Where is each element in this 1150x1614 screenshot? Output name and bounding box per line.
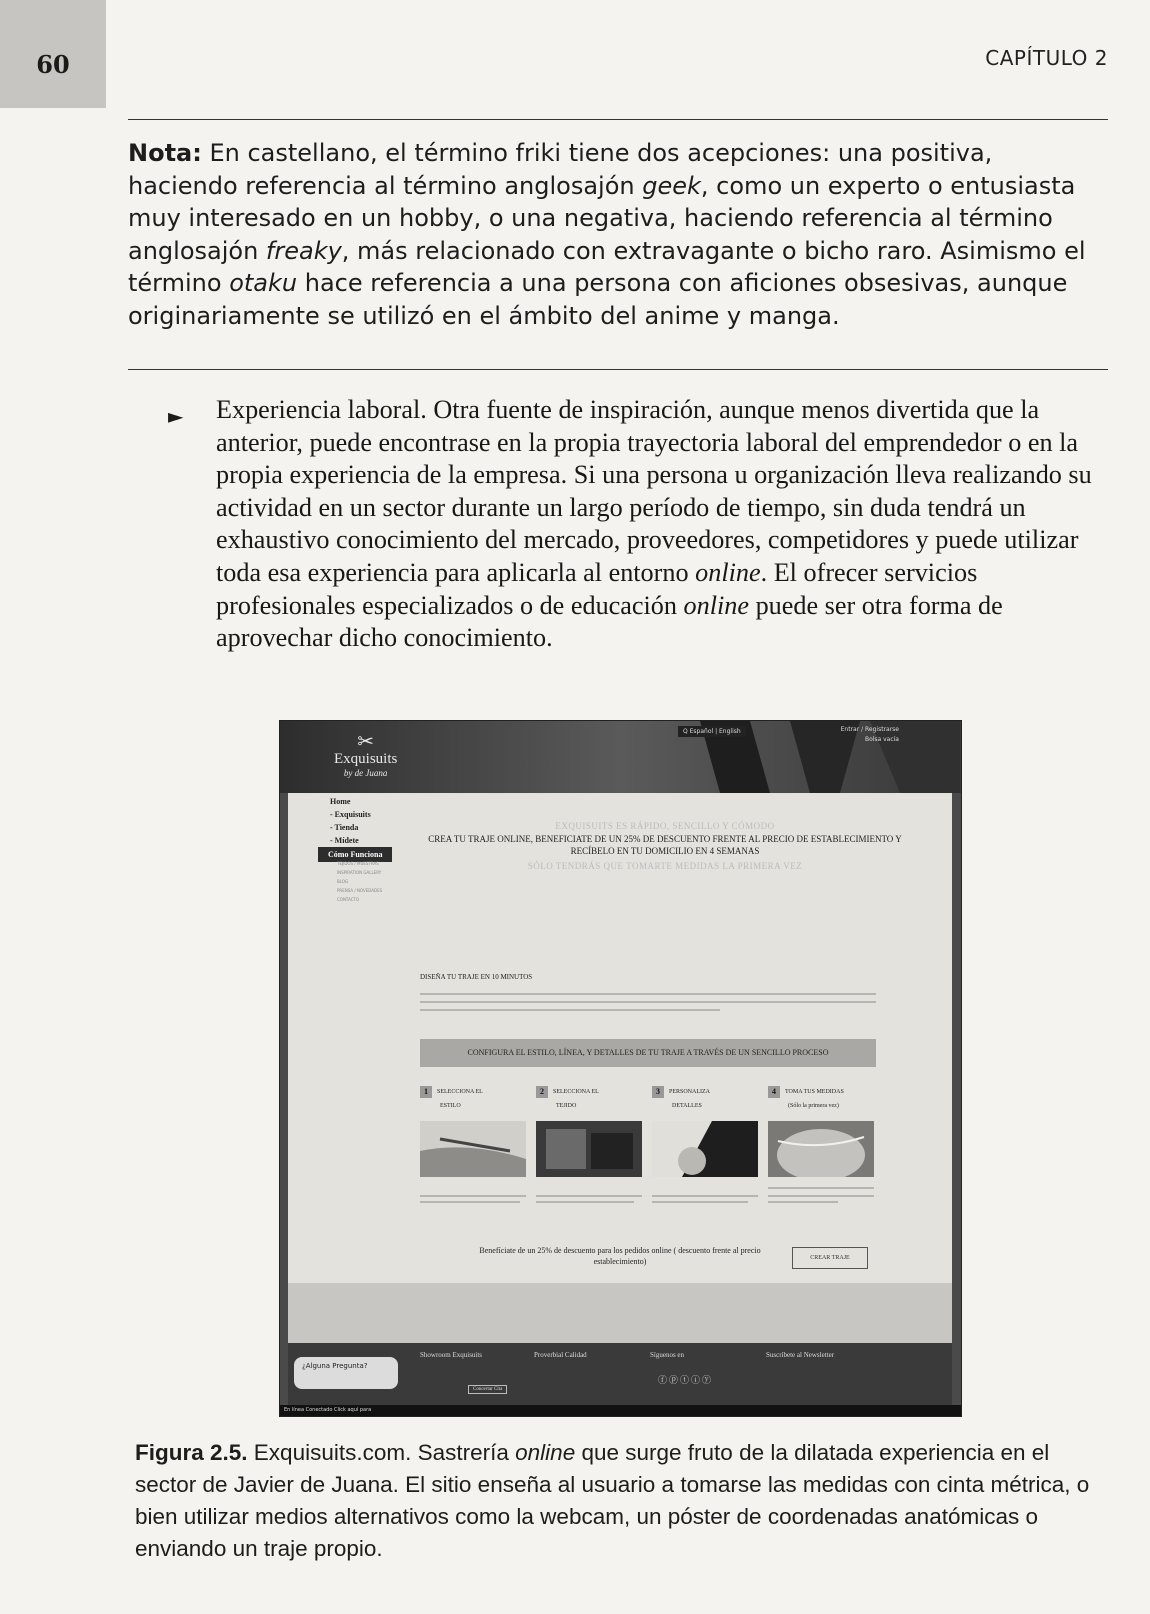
step-text-line [536,1201,634,1203]
footer-col-calidad: Proverbial Calidad [534,1351,587,1359]
page-number: 60 [36,50,70,79]
step-2 [536,1085,646,1113]
menu-item-exquisuits[interactable]: - Exquisuits [330,810,371,819]
menu-item-como-funciona[interactable]: Cómo Funciona [318,847,392,862]
hero-headline: CREA TU TRAJE ONLINE, BENEFICIATE DE UN 25% DE DESCUENTO FRENTE AL PRECIO DE ESTABLECIMIENTO Y RECÍBELO EN TU DOMICILIO EN 4 SEMANAS [428,834,902,856]
site-submenu [337,859,382,904]
step-number: 1 [420,1086,432,1098]
note-text: hace referencia a una persona con aficiones obsesivas, aunque originariamente se utilizó en el ámbito del anime y manga. [128,269,1068,330]
login-link[interactable]: Entrar / Registrarse [840,726,899,733]
submenu-item[interactable]: INSPIRATION GALLERY [337,870,382,875]
step-1-photo [420,1121,526,1177]
site-main [420,793,910,1283]
process-banner: CONFIGURA EL ESTILO, LÍNEA, Y DETALLES DE TU TRAJE A TRAVÉS DE UN SENCILLO PROCESO [420,1039,876,1067]
step-1 [420,1085,530,1113]
submenu-item[interactable]: BLOG [337,879,349,884]
caption-text: que surge fruto de la dilatada experiencia en el sector de Javier de Juana. El sitio enseña al usuario a tomarse las medidas con cinta métrica, o bien utilizar medios alternativos como la webcam, un póster de coordenadas anatómicas o enviando un traje propio. [135,1440,1090,1561]
intro-text-line [420,1009,720,1011]
step-3 [652,1085,762,1113]
design-heading: DISEÑA TU TRAJE EN 10 MINUTOS [420,973,533,981]
bullet-paragraph [216,394,1106,655]
intro-text-line [420,1001,876,1003]
step-label: PERSONALIZA [669,1089,711,1095]
step-number: 4 [768,1086,780,1098]
chat-status[interactable]: En línea Conectado Click aquí para [284,1407,372,1413]
step-label: TOMA TUS MEDIDAS [785,1089,844,1095]
note-text: , como un experto o entusiasta muy interesado en un hobby, o una negativa, haciendo referencia al término anglosajón [128,171,1076,265]
book-appointment-button[interactable]: Concertar Cita [468,1385,507,1394]
step-4 [768,1085,878,1113]
note-label: Nota: [128,139,202,167]
note-term-otaku: otaku [229,269,298,298]
footer-col-showroom: Showroom Exquisuits [420,1351,483,1359]
step-2-photo [536,1121,642,1177]
step-4-photo [768,1121,874,1177]
bullet-text: Experiencia laboral. Otra fuente de inspiración, aunque menos divertida que la anterior, puede encontrase en la propia trayectoria laboral del emprendedor o en la propia experiencia de la empresa. Si una persona u organización lleva realizando su actividad en un sector durante un largo período de tiempo, sin duda tendrá un exhaustivo conocimiento del mercado, proveedores, competidores y puede utilizar toda esa experiencia para aplicarla al entorno [216,395,1092,587]
step-text-line [652,1195,758,1197]
bullet-text: . El ofrecer servicios profesionales especializados o de educación [216,557,978,620]
caption-label: Figura 2.5. [135,1440,248,1465]
chat-widget[interactable]: ¿Alguna Pregunta? [294,1357,398,1389]
caption-em: online [515,1440,576,1465]
note-text: En castellano, el término friki tiene dos acepciones: una positiva, haciendo referencia al término anglosajón [128,139,993,200]
caption-text: Exquisuits.com. Sastrería [247,1440,516,1465]
footer-col-newsletter: Suscríbete al Newsletter [766,1351,835,1359]
bullet-em: online [683,590,750,620]
figure-caption [135,1437,1110,1565]
chapter-heading: CAPÍTULO 2 [985,46,1108,70]
submenu-item[interactable]: CONTACTO [337,897,360,902]
site-logo[interactable] [334,733,397,778]
note-text: , más relacionado con extravagante o bicho raro. Asimismo el término [128,236,1086,298]
bullet-marker: ► [168,404,184,428]
step-label: SELECCIONA EL [437,1089,483,1095]
site-logo-text: Exquisuits [334,751,398,767]
bullet-text: puede ser otra forma de aprovechar dicho conocimiento. [216,590,1003,653]
step-number: 2 [536,1086,548,1098]
figure-screenshot [279,720,962,1417]
cart-link[interactable]: Bolsa vacía [864,736,899,743]
submenu-item[interactable]: PRENSA / NOVEDADES [337,888,383,893]
step-label: TEJIDO [556,1103,577,1109]
step-3-photo [652,1121,758,1177]
tagline-fast: EXQUISUITS ES RÁPIDO, SENCILLO Y CÓMODO [555,821,775,831]
discount-message: Benefíciate de un 25% de descuento para los pedidos online ( descuento frente al precio establecimiento) [479,1246,761,1266]
social-icons[interactable]: ⓕⓟⓣⓘⓨ [658,1376,714,1386]
step-text-line [768,1195,874,1197]
bullet-em: online [695,557,761,587]
note-term-freaky: freaky [265,236,342,265]
step-number: 3 [652,1086,664,1098]
step-label: (Sólo la primera vez) [788,1103,839,1109]
footer-col-siguenos: Síguenos en [650,1351,685,1359]
intro-text-line [420,993,876,995]
login-area [841,725,899,745]
note-bottom-rule [128,369,1108,370]
step-text-line [768,1187,874,1189]
step-label: ESTILO [440,1103,461,1109]
language-switcher[interactable]: Q Español | English [678,726,746,737]
create-suit-button[interactable]: CREAR TRAJE [792,1247,868,1269]
submenu-item[interactable]: TEJIDOS / MUESTRAS [337,861,379,866]
tagline-measure: SÓLO TENDRÁS QUE TOMARTE MEDIDAS LA PRIMERA VEZ [527,861,803,871]
step-text-line [536,1195,642,1197]
step-text-line [420,1201,520,1203]
step-text-line [652,1201,748,1203]
brands-strip [288,1283,952,1343]
step-label: DETALLES [672,1103,702,1109]
site-menu [330,795,392,862]
step-text-line [420,1195,526,1197]
step-text-line [768,1201,838,1203]
menu-item-midete[interactable]: - Mídete [330,836,359,845]
note-box [128,137,1108,333]
menu-item-home[interactable]: Home [330,797,351,806]
scissors-icon: ✂ [357,731,375,753]
menu-item-tienda[interactable]: - Tienda [330,823,359,832]
site-bottom-bar [280,1405,961,1416]
note-term-geek: geek [642,171,701,200]
site-logo-sub: by de Juana [343,768,388,778]
note-top-rule [128,119,1108,120]
step-label: SELECCIONA EL [553,1089,599,1095]
